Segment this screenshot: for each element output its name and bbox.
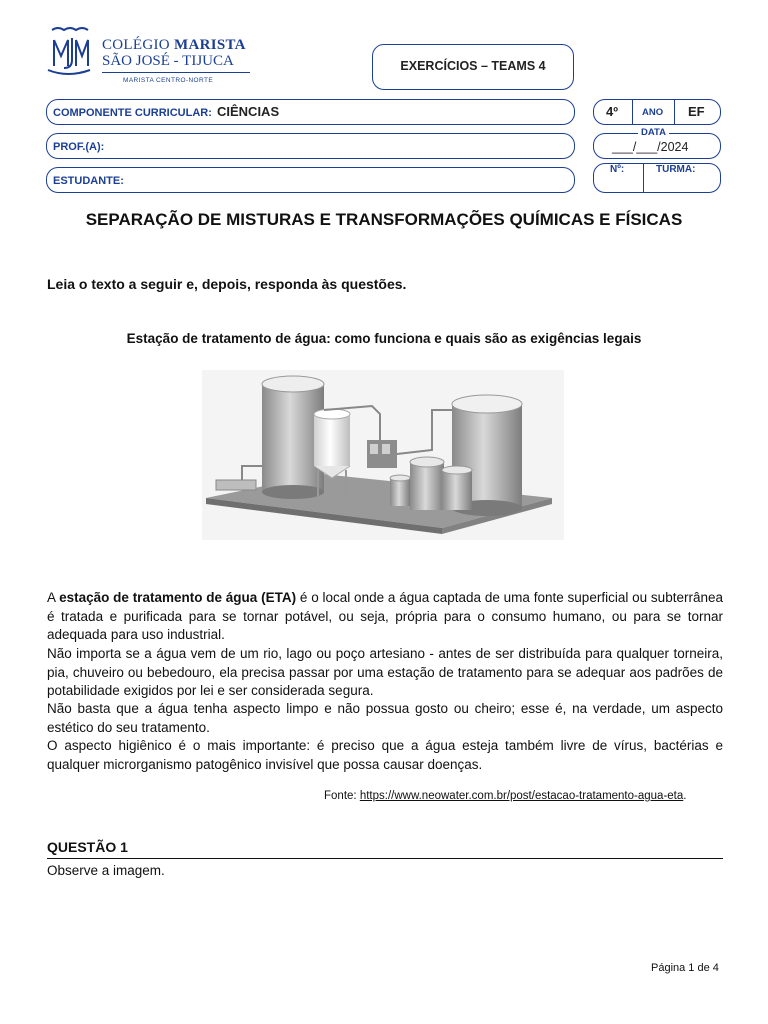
number-class-divider xyxy=(643,164,644,192)
student-label: ESTUDANTE: xyxy=(53,175,124,187)
number-label: Nº: xyxy=(610,164,625,175)
school-name-line1: COLÉGIO MARISTA xyxy=(102,37,246,53)
exercise-title: EXERCÍCIOS – TEAMS 4 xyxy=(400,59,546,73)
component-value: CIÊNCIAS xyxy=(217,104,280,119)
component-field xyxy=(46,99,575,125)
grade-divider-left xyxy=(632,100,633,124)
professor-label: PROF.(A): xyxy=(53,141,105,153)
date-value: ___/___/2024 xyxy=(612,140,689,154)
school-region: MARISTA CENTRO-NORTE xyxy=(123,77,214,84)
article-paragraph-4: O aspecto higiênico é o mais importante: é preciso que a água esteja também livre de vírus, bactérias e qualquer microrganismo patogênico invisível que possa causar doenças. xyxy=(47,738,723,772)
reading-instruction: Leia o texto a seguir e, depois, responda às questões. xyxy=(47,276,407,292)
document-title: SEPARAÇÃO DE MISTURAS E TRANSFORMAÇÕES QUÍMICAS E FÍSICAS xyxy=(85,210,683,229)
question-1-title: QUESTÃO 1 xyxy=(47,839,128,855)
date-field[interactable] xyxy=(593,127,721,159)
question-1-text: Observe a imagem. xyxy=(47,863,165,878)
logo-divider xyxy=(102,72,250,73)
source-link[interactable]: https://www.neowater.com.br/post/estacao-tratamento-agua-eta xyxy=(359,790,684,802)
exercise-title-box xyxy=(372,44,574,90)
source-citation: Fonte: https://www.neowater.com.br/post/estacao-tratamento-agua-eta. xyxy=(324,790,687,802)
article-title: Estação de tratamento de água: como funciona e quais são as exigências legais xyxy=(126,331,642,346)
page-number: Página 1 de 4 xyxy=(651,962,719,974)
school-name-line2: SÃO JOSÉ - TIJUCA xyxy=(102,53,234,69)
professor-field[interactable] xyxy=(46,133,575,159)
article-paragraph-2: Não importa se a água vem de um rio, lago ou poço artesiano - antes de ser distribuída para qualquer torneira, pia, chuveiro ou bebedouro, ela precisa passar por uma estação de tratamento para se adequar aos padrões de potabilidade exigidos por lei e ser considerada segura. xyxy=(47,646,723,698)
water-treatment-plant-image xyxy=(202,370,564,540)
student-field[interactable] xyxy=(46,167,575,193)
article-paragraph-3: Não basta que a água tenha aspecto limpo e não possua gosto ou cheiro; esse é, na verdade, um aspecto estético do seu tratamento. xyxy=(47,701,723,735)
eta-term: estação de tratamento de água (ETA) xyxy=(59,590,297,605)
component-label: COMPONENTE CURRICULAR: xyxy=(53,107,212,119)
question-divider xyxy=(47,858,723,859)
article-paragraph-1: A estação de tratamento de água (ETA) é o local onde a água captada de uma fonte superficial ou subterrânea é tratada e purificada para se tornar potável, ou seja, própria para o consumo humano, ou para se tornar adequada para uso industrial. xyxy=(47,590,723,642)
level-value: EF xyxy=(688,104,705,119)
class-label: TURMA: xyxy=(656,164,696,175)
date-label: DATA xyxy=(638,127,669,138)
grade-divider-right xyxy=(674,100,675,124)
marista-logo-icon xyxy=(44,26,92,76)
grade-value: 4º xyxy=(606,104,618,119)
grade-field xyxy=(593,99,721,125)
grade-label: ANO xyxy=(642,107,664,118)
number-class-field[interactable] xyxy=(593,163,721,193)
